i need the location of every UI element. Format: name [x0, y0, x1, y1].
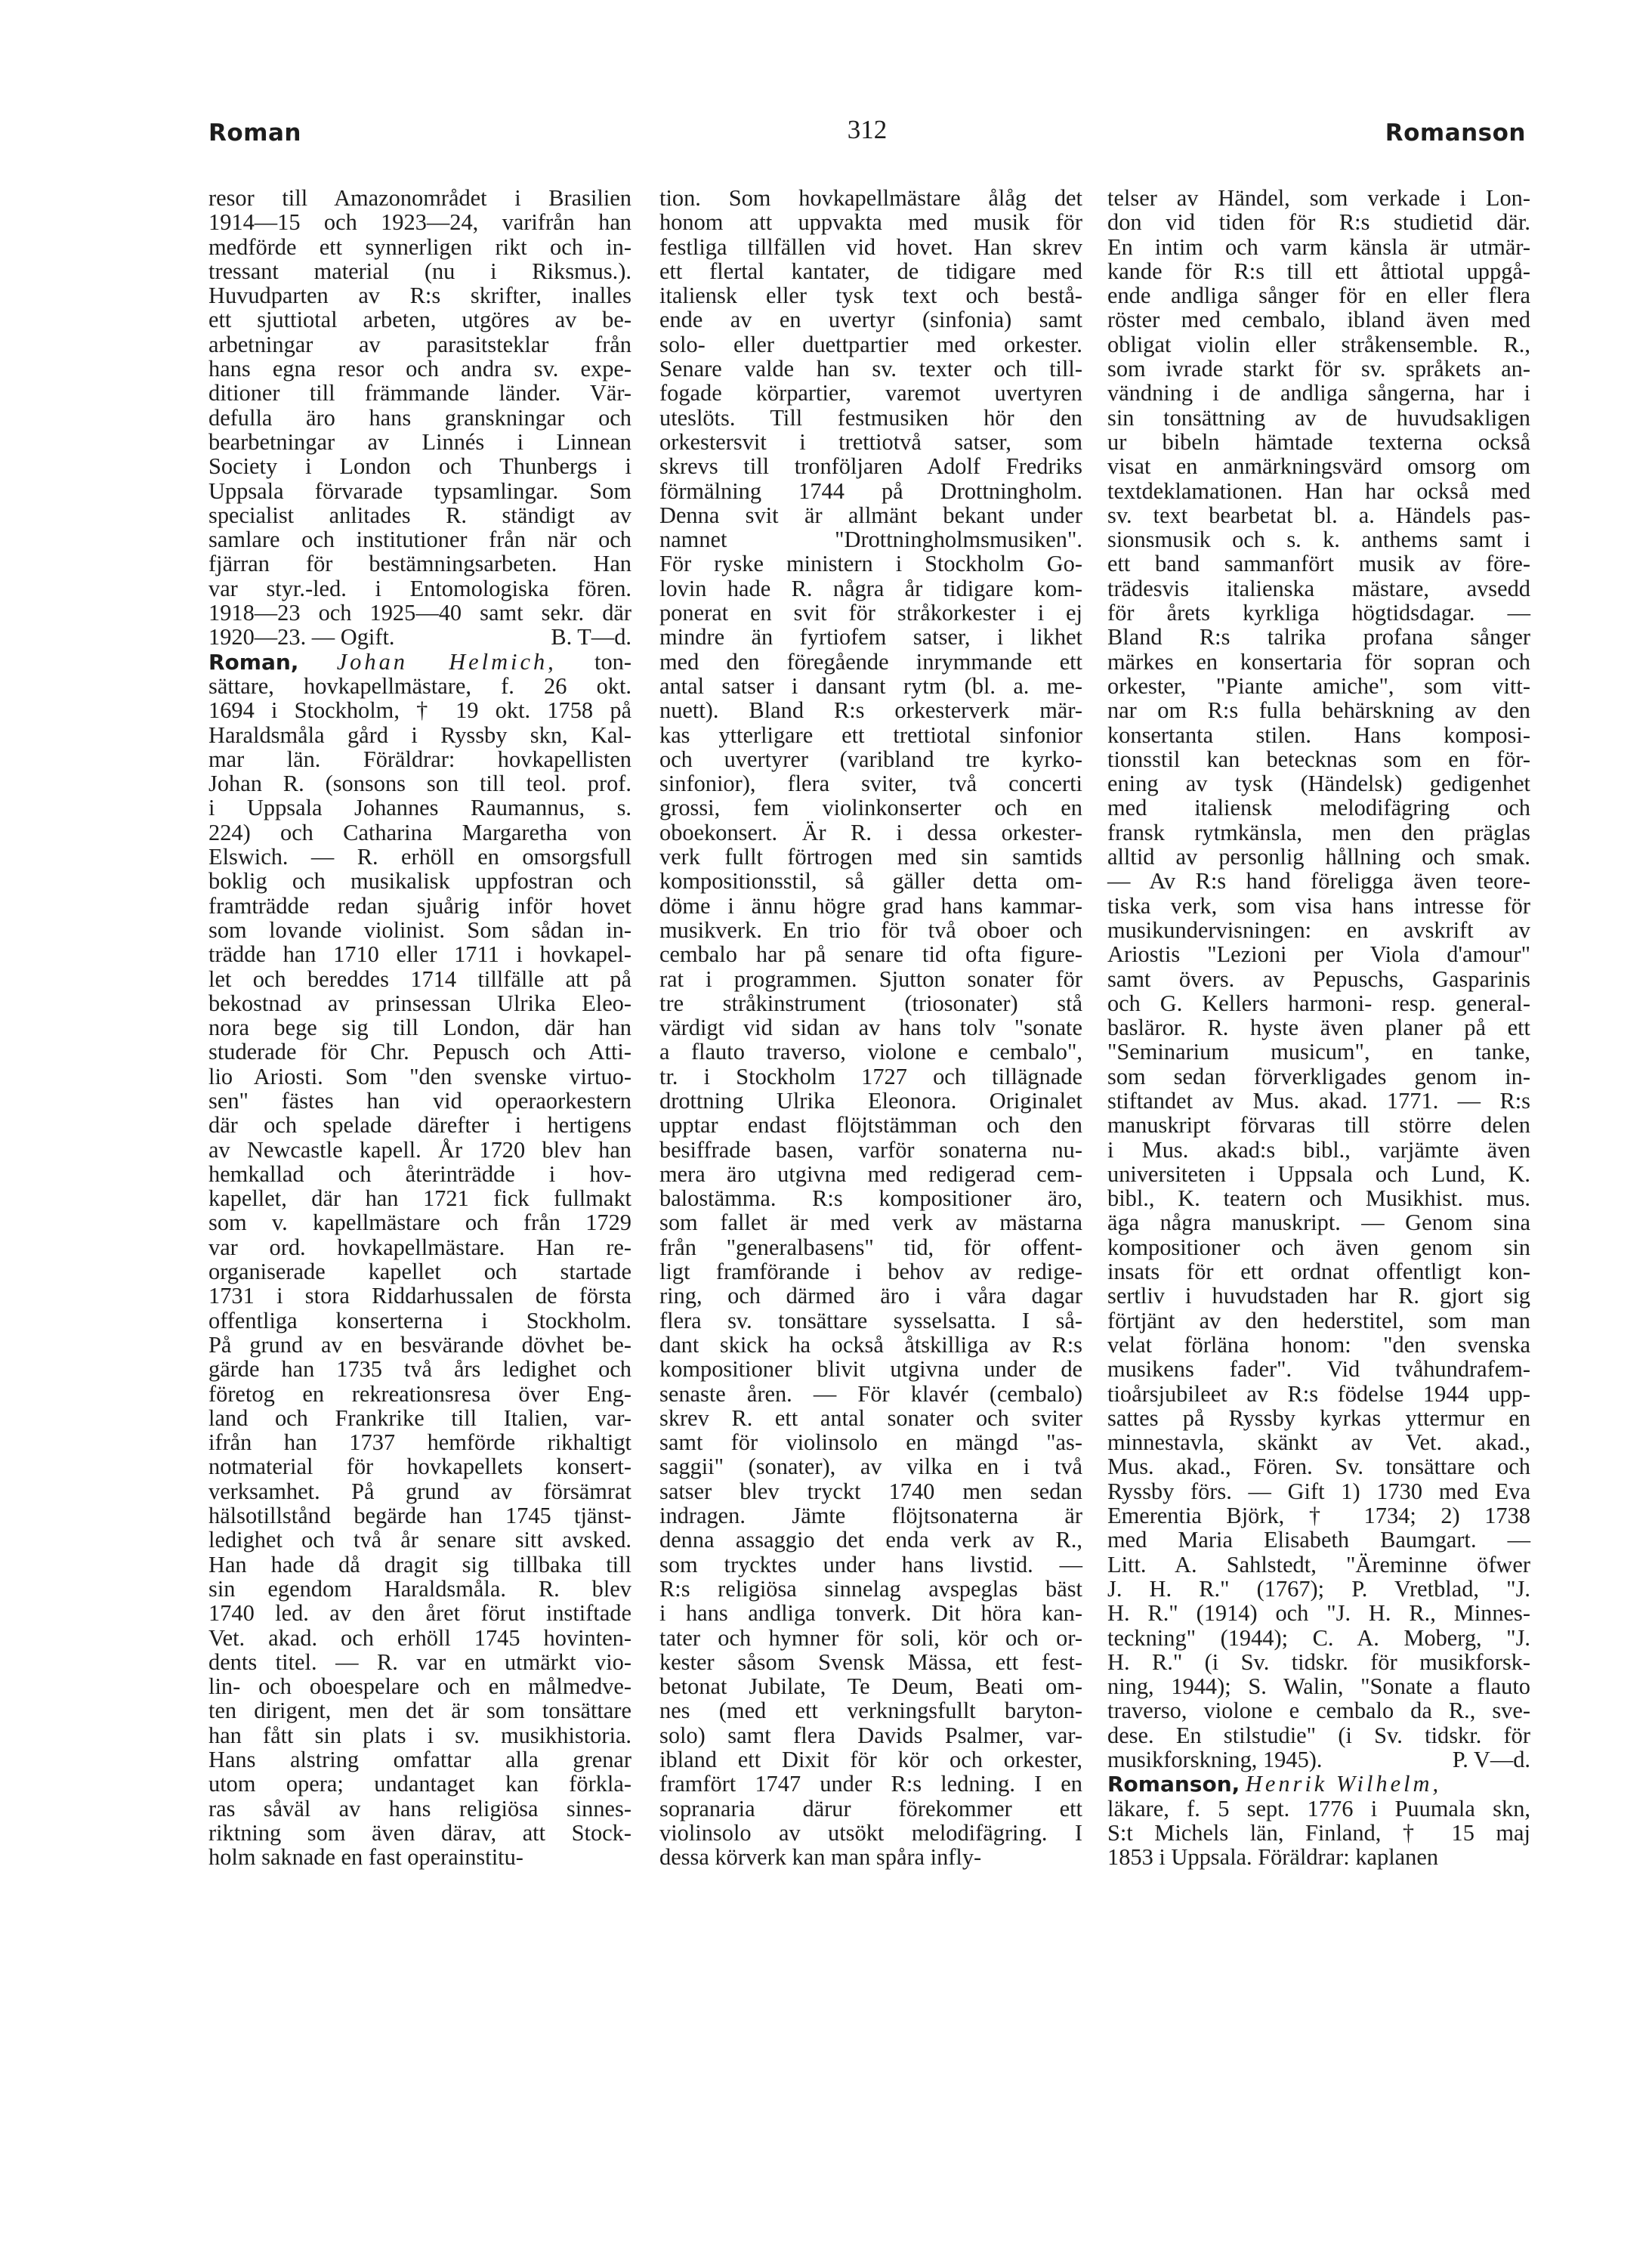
- text-line: Hans alstring omfattar alla grenar: [208, 1747, 631, 1772]
- text-line: textdeklamationen. Han har också med: [1107, 477, 1530, 504]
- text-line: riktning som även därav, att Stock-: [208, 1819, 631, 1846]
- text-line: var styr.-led. i Entomologiska fören.: [208, 575, 631, 601]
- text-line: Emerentia Björk, † 1734; 2) 1738: [1107, 1503, 1530, 1529]
- text-line: För ryske ministern i Stockholm Go-: [659, 551, 1082, 577]
- running-head-left: Roman: [208, 119, 301, 147]
- text-line: 1740 led. av den året förut instiftade: [208, 1600, 631, 1627]
- text-line: ett sjuttiotal arbeten, utgöres av be-: [208, 307, 631, 333]
- text-line: som sedan förverkligades genom in-: [1107, 1063, 1530, 1089]
- running-head: [208, 115, 1526, 150]
- text-line: som fallet är med verk av mästarna: [659, 1210, 1082, 1236]
- text-line: En intim och varm känsla är utmär-: [1107, 233, 1530, 260]
- text-line: och uvertyrer (varibland tre kyrko-: [659, 746, 1082, 772]
- text-line: ligt framförande i behov av redige-: [659, 1259, 1082, 1285]
- text-line: Litt. A. Sahlstedt, "Äreminne öfwer: [1107, 1551, 1530, 1577]
- text-line: ening av tysk (Händelsk) gedigenhet: [1107, 771, 1530, 797]
- text-line: lio Ariosti. Som "den svenske virtuo-: [208, 1063, 631, 1089]
- text-line: tater och hymner för soli, kör och or-: [659, 1624, 1082, 1651]
- text-line: läkare, f. 5 sept. 1776 i Puumala skn,: [1107, 1795, 1530, 1822]
- text-line: ur bibeln hämtade texterna också: [1107, 428, 1530, 455]
- text-line: musikens fader". Vid tvåhundrafem-: [1107, 1356, 1530, 1383]
- text-line: land och Frankrike till Italien, var-: [208, 1404, 631, 1431]
- text-line: obligat violin eller stråkensemble. R.,: [1107, 331, 1530, 357]
- closing-text: musikforskning, 1945).: [1107, 1747, 1323, 1772]
- text-line: nes (med ett verkningsfullt baryton-: [659, 1698, 1082, 1724]
- text-line: kande för R:s till ett åttiotal uppgå-: [1107, 258, 1530, 284]
- text-line: tioårsjubileet av R:s födelse 1944 upp-: [1107, 1380, 1530, 1407]
- author-signature: B. T—d.: [551, 624, 631, 650]
- text-line: märkes en konsertaria för sopran och: [1107, 648, 1530, 675]
- text-line: 1694 i Stockholm, † 19 okt. 1758 på: [208, 697, 631, 724]
- text-line: sinfonior), flera sviter, två concerti: [659, 771, 1082, 797]
- text-line: solo) samt flera Davids Psalmer, var-: [659, 1722, 1082, 1748]
- text-line: teckning" (1944); C. A. Moberg, "J.: [1107, 1624, 1530, 1651]
- text-line: med Maria Elisabeth Baumgart. —: [1107, 1527, 1530, 1553]
- text-line: ning, 1944); S. Walin, "Sonate a flauto: [1107, 1673, 1530, 1700]
- text-line: dessa körverk kan man spåra infly-: [659, 1844, 982, 1871]
- text-line: i Mus. akad:s bibl., varjämte även: [1107, 1136, 1530, 1163]
- text-line: satser blev tryckt 1740 men sedan: [659, 1478, 1082, 1504]
- text-line: Elswich. — R. erhöll en omsorgsfull: [208, 844, 631, 870]
- text-line: tion. Som hovkapellmästare ålåg det: [659, 185, 1082, 211]
- text-line: fransk rytmkänsla, men den präglas: [1107, 819, 1530, 845]
- column-1: [208, 186, 631, 1869]
- text-line: honom att uppvakta med musik för: [659, 209, 1082, 236]
- text-line: festliga tillfällen vid hovet. Han skrev: [659, 233, 1082, 260]
- text-line: utom opera; undantaget kan förkla-: [208, 1771, 631, 1797]
- text-line: solo- eller duettpartier med orkester.: [659, 331, 1082, 357]
- text-line: dents titel. — R. var en utmärkt vio-: [208, 1648, 631, 1675]
- text-line: där och spelade därefter i hertigens: [208, 1112, 631, 1139]
- text-line: ende andliga sånger för en eller flera: [1107, 283, 1530, 309]
- text-line: alltid av personlig hållning och smak.: [1107, 844, 1530, 870]
- text-line: mindre än fyrtiofem satser, i likhet: [659, 624, 1082, 650]
- text-line: nuett). Bland R:s orkesterverk mär-: [659, 697, 1082, 724]
- text-line: boklig och musikalisk uppfostran och: [208, 868, 631, 895]
- text-line: manuskript förvaras till större delen: [1107, 1112, 1530, 1139]
- text-line: visat en anmärkningsvärd omsorg om: [1107, 453, 1530, 480]
- text-line: Ryssby förs. — Gift 1) 1730 med Eva: [1107, 1478, 1530, 1504]
- text-line: vändning i de andliga sångerna, har i: [1107, 380, 1530, 406]
- entry-heading-line: [1107, 1772, 1530, 1796]
- entry-given-names: Johan Helmich,: [336, 648, 557, 675]
- text-line: han fått sin plats i sv. musikhistoria.: [208, 1722, 631, 1748]
- text-line: arbetningar av parasitsteklar från: [208, 331, 631, 357]
- text-line: hälsotillstånd begärde han 1745 tjänst-: [208, 1503, 631, 1529]
- text-line: bekostnad av prinsessan Ulrika Eleo-: [208, 990, 631, 1016]
- entry-heading-line: [208, 650, 631, 674]
- text-line: tressant material (nu i Riksmus.).: [208, 258, 631, 284]
- text-line: universiteten i Uppsala och Lund, K.: [1107, 1160, 1530, 1187]
- text-line: samt för violinsolo en mängd "as-: [659, 1429, 1082, 1456]
- text-line: Senare valde han sv. texter och till-: [659, 356, 1082, 382]
- text-line: äga några manuskript. — Genom sina: [1107, 1210, 1530, 1236]
- text-line: ledighet och två år senare sitt avsked.: [208, 1527, 631, 1553]
- text-line: som lovande violinist. Som sådan in-: [208, 916, 631, 943]
- text-line: mar län. Föräldrar: hovkapellisten: [208, 746, 631, 772]
- text-line: — Av R:s hand föreligga även teore-: [1107, 868, 1530, 895]
- text-line: hans egna resor och andra sv. expe-: [208, 356, 631, 382]
- text-line: upptar endast flöjtstämman och den: [659, 1112, 1082, 1139]
- text-line: violinsolo av utsökt melodifägring. I: [659, 1819, 1082, 1846]
- text-line: ett band sammanfört musik av före-: [1107, 551, 1530, 577]
- entry-given-names: Henrik Wilhelm,: [1245, 1771, 1442, 1797]
- text-line: tiska verk, som visa hans intresse för: [1107, 892, 1530, 919]
- text-line: stiftandet av Mus. akad. 1771. — R:s: [1107, 1087, 1530, 1114]
- text-line: sin egendom Haraldsmåla. R. blev: [208, 1575, 631, 1602]
- entry-headword: Romanson,: [1107, 1772, 1240, 1797]
- text-line: musikverk. En trio för två oboer och: [659, 916, 1082, 943]
- text-line: telser av Händel, som verkade i Lon-: [1107, 185, 1530, 211]
- text-line: specialist anlitades R. ständigt av: [208, 502, 631, 528]
- text-line: Ariostis "Lezioni per Viola d'amour": [1107, 941, 1530, 968]
- text-line: Huvudparten av R:s skrifter, inalles: [208, 283, 631, 309]
- text-line: offentliga konserterna i Stockholm.: [208, 1307, 631, 1333]
- text-line: medförde ett synnerligen rikt och in-: [208, 233, 631, 260]
- text-line: kompositioner blivit utgivna under de: [659, 1356, 1082, 1383]
- text-line: ifrån han 1737 hemförde rikhaltigt: [208, 1429, 631, 1456]
- text-line: fogade körpartier, varemot uvertyren: [659, 380, 1082, 406]
- text-line: holm saknade en fast operainstitu-: [208, 1844, 523, 1871]
- text-line: defulla äro hans granskningar och: [208, 404, 631, 431]
- text-line: don vid tiden för R:s studietid där.: [1107, 209, 1530, 236]
- text-line: samt övers. av Pepuschs, Gasparinis: [1107, 966, 1530, 992]
- text-line: S:t Michels län, Finland, † 15 maj: [1107, 1819, 1530, 1846]
- text-line: resor till Amazonområdet i Brasilien: [208, 185, 631, 211]
- text-line: Society i London och Thunbergs i: [208, 453, 631, 480]
- text-line: sionsmusik och s. k. anthems samt i: [1107, 527, 1530, 553]
- closing-text: 1920—23. — Ogift.: [208, 624, 395, 650]
- text-line: insats för ett ordnat offentligt kon-: [1107, 1259, 1530, 1285]
- text-line: tre stråkinstrument (triosonater) stå: [659, 990, 1082, 1016]
- text-line: av Newcastle kapell. År 1720 blev han: [208, 1136, 631, 1163]
- text-line: värdigt vid sidan av hans tolv "sonate: [659, 1015, 1082, 1041]
- text-line: saggii" (sonater), av vilka en i två: [659, 1454, 1082, 1480]
- text-line: sin tonsättning av de huvudsakligen: [1107, 404, 1530, 431]
- entry-closing-line: [1107, 1747, 1530, 1772]
- text-line: betonat Jubilate, Te Deum, Beati om-: [659, 1673, 1082, 1700]
- text-line: kas ytterligare ett trettiotal sinfonior: [659, 721, 1082, 748]
- text-line: R:s religiösa sinnelag avspeglas bäst: [659, 1575, 1082, 1602]
- text-line: J. H. R." (1767); P. Vretblad, "J.: [1107, 1575, 1530, 1602]
- text-line: kompositioner och även genom sin: [1107, 1234, 1530, 1260]
- text-line: förtjänt av den hederstitel, som man: [1107, 1307, 1530, 1333]
- text-line: 1731 i stora Riddarhussalen de första: [208, 1283, 631, 1309]
- text-line: ibland ett Dixit för kör och orkester,: [659, 1747, 1082, 1772]
- text-line: basläror. R. hyste även planer på ett: [1107, 1015, 1530, 1041]
- column-2: [659, 186, 1082, 1869]
- text-line: tr. i Stockholm 1727 och tillägnade: [659, 1063, 1082, 1089]
- text-line: Uppsala förvarade typsamlingar. Som: [208, 477, 631, 504]
- entry-closing-line: [208, 625, 631, 649]
- text-line: balostämma. R:s kompositioner äro,: [659, 1185, 1082, 1212]
- column-3: [1107, 186, 1530, 1869]
- text-line: H. R." (i Sv. tidskr. för musikforsk-: [1107, 1648, 1530, 1675]
- text-line: sv. text bearbetat bl. a. Händels pas-: [1107, 502, 1530, 528]
- text-line: dant skick ha också åtskilliga av R:s: [659, 1331, 1082, 1358]
- text-line: företog en rekreationsresa över Eng-: [208, 1380, 631, 1407]
- text-line: skrevs till tronföljaren Adolf Fredriks: [659, 453, 1082, 480]
- text-line: drottning Ulrika Eleonora. Originalet: [659, 1087, 1082, 1114]
- text-line: verksamhet. På grund av försämrat: [208, 1478, 631, 1504]
- text-line: Han hade då dragit sig tillbaka till: [208, 1551, 631, 1577]
- text-line: 1914—15 och 1923—24, varifrån han: [208, 209, 631, 236]
- text-line: från "generalbasens" tid, för offent-: [659, 1234, 1082, 1260]
- text-line: dese. En stilstudie" (i Sv. tidskr. för: [1107, 1722, 1530, 1748]
- text-line: ring, och därmed äro i våra dagar: [659, 1283, 1082, 1309]
- running-head-right: Romanson: [1385, 119, 1526, 147]
- text-line: traverso, violone e cembalo da R., sve-: [1107, 1698, 1530, 1724]
- text-line: let och bereddes 1714 tillfälle att på: [208, 966, 631, 992]
- text-line: för årets kyrkliga högtidsdagar. —: [1107, 600, 1530, 626]
- text-line: Denna svit är allmänt bekant under: [659, 502, 1082, 528]
- text-line: hemkallad och återinträdde i hov-: [208, 1160, 631, 1187]
- text-line: i hans andliga tonverk. Dit höra kan-: [659, 1600, 1082, 1627]
- text-line: i Uppsala Johannes Raumannus, s.: [208, 795, 631, 821]
- text-line: kompositionsstil, så gäller detta om-: [659, 868, 1082, 895]
- text-line: Vet. akad. och erhöll 1745 hovinten-: [208, 1624, 631, 1651]
- text-line: kapellet, där han 1721 fick fullmakt: [208, 1185, 631, 1212]
- text-line: som trycktes under hans livstid. —: [659, 1551, 1082, 1577]
- text-line: som ivrade starkt för sv. språkets an-: [1107, 356, 1530, 382]
- text-line: sen" fästes han vid operaorkestern: [208, 1087, 631, 1114]
- text-line: studerade för Chr. Pepusch och Atti-: [208, 1039, 631, 1065]
- text-line: 224) och Catharina Margaretha von: [208, 819, 631, 845]
- text-line: namnet "Drottningholmsmusiken".: [659, 527, 1082, 553]
- text-line: skrev R. ett antal sonater och sviter: [659, 1404, 1082, 1431]
- text-line: besiffrade basen, varför sonaterna nu-: [659, 1136, 1082, 1163]
- text-line: rat i programmen. Sjutton sonater för: [659, 966, 1082, 992]
- text-line: ras såväl av hans religiösa sinnes-: [208, 1795, 631, 1822]
- text-line: ende av en uvertyr (sinfonia) samt: [659, 307, 1082, 333]
- text-line: trädde han 1710 eller 1711 i hovkapel-: [208, 941, 631, 968]
- text-line: oboekonsert. Är R. i dessa orkester-: [659, 819, 1082, 845]
- text-line: 1853 i Uppsala. Föräldrar: kaplanen: [1107, 1844, 1439, 1871]
- text-line: fjärran för bestämningsarbeten. Han: [208, 551, 631, 577]
- text-line: ponerat en svit för stråkorkester i ej: [659, 600, 1082, 626]
- text-line: gärde han 1735 två års ledighet och: [208, 1356, 631, 1383]
- text-line: På grund av en besvärande dövhet be-: [208, 1331, 631, 1358]
- text-line: sättare, hovkapellmästare, f. 26 okt.: [208, 672, 631, 699]
- text-line: framfört 1747 under R:s ledning. I en: [659, 1771, 1082, 1797]
- text-line: framträdde redan sjuårig inför hovet: [208, 892, 631, 919]
- text-line: nora bege sig till London, där han: [208, 1015, 631, 1041]
- text-line: orkester, "Piante amiche", som vitt-: [1107, 672, 1530, 699]
- text-line: indragen. Jämte flöjtsonaterna är: [659, 1503, 1082, 1529]
- text-line: kester såsom Svensk Mässa, ett fest-: [659, 1648, 1082, 1675]
- text-line: samlare och institutioner från när och: [208, 527, 631, 553]
- text-line: med den föregående inrymmande ett: [659, 648, 1082, 675]
- text-line: musikundervisningen: en avskrift av: [1107, 916, 1530, 943]
- text-line: med italiensk melodifägring och: [1107, 795, 1530, 821]
- text-line: organiserade kapellet och startade: [208, 1259, 631, 1285]
- text-line: sertliv i huvudstaden har R. gjort sig: [1107, 1283, 1530, 1309]
- text-line: Mus. akad., Fören. Sv. tonsättare och: [1107, 1454, 1530, 1480]
- text-line: lin- och oboespelare och en målmedve-: [208, 1673, 631, 1700]
- text-line: minnestavla, skänkt av Vet. akad.,: [1107, 1429, 1530, 1456]
- text-line: a flauto traverso, violone e cembalo",: [659, 1039, 1082, 1065]
- text-line: flera sv. tonsättare sysselsatta. I så-: [659, 1307, 1082, 1333]
- text-line: trädesvis italienska mästare, avsedd: [1107, 575, 1530, 601]
- text-line: senaste åren. — För klavér (cembalo): [659, 1380, 1082, 1407]
- text-line: tionsstil kan betecknas som en för-: [1107, 746, 1530, 772]
- text-line: mera äro utgivna med redigerad cem-: [659, 1160, 1082, 1187]
- text-line: antal satser i dansant rytm (bl. a. me-: [659, 672, 1082, 699]
- entry-heading-rest: ton-: [594, 648, 631, 675]
- text-line: sattes på Ryssby kyrkas yttermur en: [1107, 1404, 1530, 1431]
- entry-headword: Roman,: [208, 649, 299, 675]
- text-line: lovin hade R. några år tidigare kom-: [659, 575, 1082, 601]
- text-line: sopranaria därur förekommer ett: [659, 1795, 1082, 1822]
- text-line: ditioner till främmande länder. Vär-: [208, 380, 631, 406]
- text-line: bibl., K. teatern och Musikhist. mus.: [1107, 1185, 1530, 1212]
- text-line: cembalo har på senare tid ofta figure-: [659, 941, 1082, 968]
- text-line: H. R." (1914) och "J. H. R., Minnes-: [1107, 1600, 1530, 1627]
- text-line: röster med cembalo, ibland även med: [1107, 307, 1530, 333]
- text-line: Johan R. (sonsons son till teol. prof.: [208, 771, 631, 797]
- text-line: förmälning 1744 på Drottningholm.: [659, 477, 1082, 504]
- text-line: ten dirigent, men det är som tonsättare: [208, 1698, 631, 1724]
- text-line: uteslöts. Till festmusiken hör den: [659, 404, 1082, 431]
- text-line: velat förläna honom: "den svenska: [1107, 1331, 1530, 1358]
- text-line: Haraldsmåla gård i Ryssby skn, Kal-: [208, 721, 631, 748]
- text-line: som v. kapellmästare och från 1729: [208, 1210, 631, 1236]
- text-line: bearbetningar av Linnés i Linnean: [208, 428, 631, 455]
- text-line: konsertanta stilen. Hans komposi-: [1107, 721, 1530, 748]
- text-line: "Seminarium musicum", en tanke,: [1107, 1039, 1530, 1065]
- text-line: denna assaggio det enda verk av R.,: [659, 1527, 1082, 1553]
- text-line: nar om R:s fulla behärskning av den: [1107, 697, 1530, 724]
- text-line: orkestersvit i trettiotvå satser, som: [659, 428, 1082, 455]
- text-line: döme i ännu högre grad hans kammar-: [659, 892, 1082, 919]
- text-line: verk fullt förtrogen med sin samtids: [659, 844, 1082, 870]
- author-signature: P. V—d.: [1452, 1747, 1530, 1772]
- text-line: och G. Kellers harmoni- resp. general-: [1107, 990, 1530, 1016]
- page-number: 312: [847, 115, 888, 144]
- text-line: ett flertal kantater, de tidigare med: [659, 258, 1082, 284]
- text-line: italiensk eller tysk text och bestå-: [659, 283, 1082, 309]
- text-line: Bland R:s talrika profana sånger: [1107, 624, 1530, 650]
- text-line: notmaterial för hovkapellets konsert-: [208, 1454, 631, 1480]
- text-line: grossi, fem violinkonserter och en: [659, 795, 1082, 821]
- text-line: var ord. hovkapellmästare. Han re-: [208, 1234, 631, 1260]
- text-line: 1918—23 och 1925—40 samt sekr. där: [208, 600, 631, 626]
